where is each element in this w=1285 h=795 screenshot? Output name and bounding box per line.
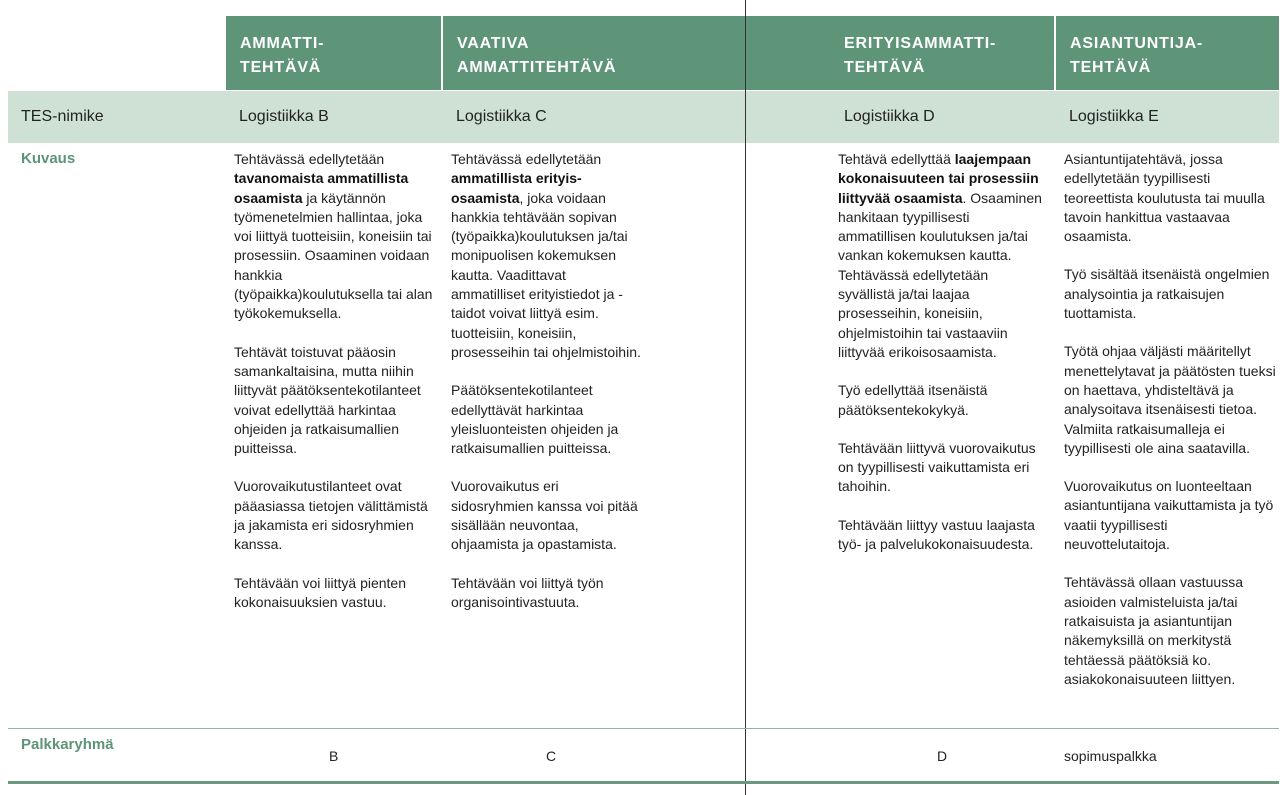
paragraph: Tehtävä edellyttää laajempaan kokonaisuuteen tai prosessiin liittyvää osaamista. Osaaminen hankitaan tyypillisesti ammatillisen koulutuksen ja/tai vankan kokemuksen kautta. Tehtävässä edellytetään syvällistä ja/tai laajaa prosesseihin, koneisiin, ohjelmistoihin tai vastaaviin liittyvää erikoisosaamista. xyxy=(838,151,1042,360)
header-asiantuntijatehtava xyxy=(1056,16,1279,90)
header-line: VAATIVA xyxy=(457,35,530,52)
tes-name-c: Logistiikka C xyxy=(456,108,547,125)
paragraph: Työtä ohjaa väljästi määritellyt menettelytavat ja päätösten tueksi on haettava, yhdisteltävä ja analysoitava itsenäisesti tietoa. Valmiita ratkaisumalleja ei tyypillisesti ole aina saatavilla. xyxy=(1064,343,1276,456)
header-line: AMMATTITEHTÄVÄ xyxy=(457,59,617,76)
header-line: AMMATTI- xyxy=(240,35,325,52)
paragraph: Tehtävään voi liittyä työn organisointivastuuta. xyxy=(451,574,604,610)
paragraph: Vuorovaikutustilanteet ovat pääasiassa tietojen välittämistä ja jakamista eri sidosryhmien kanssa. xyxy=(234,478,428,553)
paragraph: Tehtävään voi liittyä pienten kokonaisuuksien vastuu. xyxy=(234,574,406,610)
header-vaativa-ammattitehtava xyxy=(443,16,745,90)
header-ammattitehtava xyxy=(226,16,441,90)
header-line: ASIANTUNTIJA- xyxy=(1070,35,1204,52)
tes-name-d: Logistiikka D xyxy=(844,108,935,125)
description-c xyxy=(451,150,643,631)
tes-name-b: Logistiikka B xyxy=(239,108,329,125)
row-label-kuvaus: Kuvaus xyxy=(21,150,76,167)
paragraph: Päätöksentekotilanteet edellyttävät harkintaa yleisluonteisten ohjeiden ja ratkaisumallien puitteissa. xyxy=(451,382,619,457)
pay-group-d: D xyxy=(937,748,948,764)
paragraph: Tehtävät toistuvat pääosin samankaltaisina, mutta niihin liittyvät päätöksentekotilanteet voivat edellyttää harkintaa ohjeiden ja ratkaisumallien puitteissa. xyxy=(234,343,421,457)
paragraph: Työ sisältää itsenäistä ongelmien analysointia ja ratkaisujen tuottamista. xyxy=(1064,266,1270,322)
row-label-tes: TES-nimike xyxy=(21,108,104,125)
paragraph: Työ edellyttää itsenäistä päätöksentekokykyä. xyxy=(838,382,988,418)
paragraph: Vuorovaikutus on luonteeltaan asiantuntijana vaikuttamista ja työ vaatii tyypillisesti neuvottelutaitoja. xyxy=(1064,478,1274,553)
page-fold-divider xyxy=(745,0,746,795)
pay-group-e: sopimuspalkka xyxy=(1064,748,1157,764)
paragraph: Tehtävään liittyy vastuu laajasta työ- ja palvelukokonaisuudesta. xyxy=(838,516,1035,553)
header-line: TEHTÄVÄ xyxy=(240,59,322,76)
paragraph: Tehtävään liittyvä vuorovaikutus on tyypillisesti vaikuttamista eri tahoihin. xyxy=(838,439,1036,495)
description-e xyxy=(1064,150,1276,708)
paragraph: Tehtävässä ollaan vastuussa asioiden valmisteluista ja/tai ratkaisuista ja asiantuntijan näkemyksillä on merkitystä tehtäessä päätöksiä ko. asiakokonaisuuteen liittyen. xyxy=(1064,574,1243,687)
description-d xyxy=(838,150,1048,573)
paragraph: Tehtävässä edellytetään ammatillista erityis-osaamista, joka voidaan hankkia tehtävään sopivan (työpaikka)koulutuksen ja/tai monipuolisen kokemuksen kautta. Vaadittavat ammatilliset erityistiedot ja -taidot voivat liittyä esim. tuotteisiin, koneisiin, prosesseihin tai ohjelmistoihin. xyxy=(451,151,641,360)
header-line: ERITYISAMMATTI- xyxy=(844,35,997,52)
header-erityisammattitehtava xyxy=(746,16,1054,90)
tes-name-e: Logistiikka E xyxy=(1069,108,1159,125)
paragraph: Asiantuntijatehtävä, jossa edellytetään tyypillisesti teoreettista koulutusta tai muulla tavoin hankittua vastaavaa osaamista. xyxy=(1064,151,1265,245)
row-label-palkkaryhma: Palkkaryhmä xyxy=(21,736,114,753)
table-bottom-rule xyxy=(8,781,1279,784)
paragraph: Vuorovaikutus eri sidosryhmien kanssa voi pitää sisällään neuvontaa, ohjaamista ja opastamista. xyxy=(451,478,638,553)
pay-group-c: C xyxy=(546,748,557,764)
row-divider xyxy=(8,728,1279,729)
header-line: TEHTÄVÄ xyxy=(1070,59,1152,76)
paragraph: Tehtävässä edellytetään tavanomaista ammatillista osaamista ja käytännön työmenetelmien hallintaa, joka voi liittyä tuotteisiin, koneisiin tai prosessiin. Osaaminen voidaan hankkia (työpaikka)koulutuksella tai alan työkokemuksella. xyxy=(234,151,433,322)
description-b xyxy=(234,150,434,631)
pay-group-b: B xyxy=(329,748,339,764)
header-line: TEHTÄVÄ xyxy=(844,59,926,76)
